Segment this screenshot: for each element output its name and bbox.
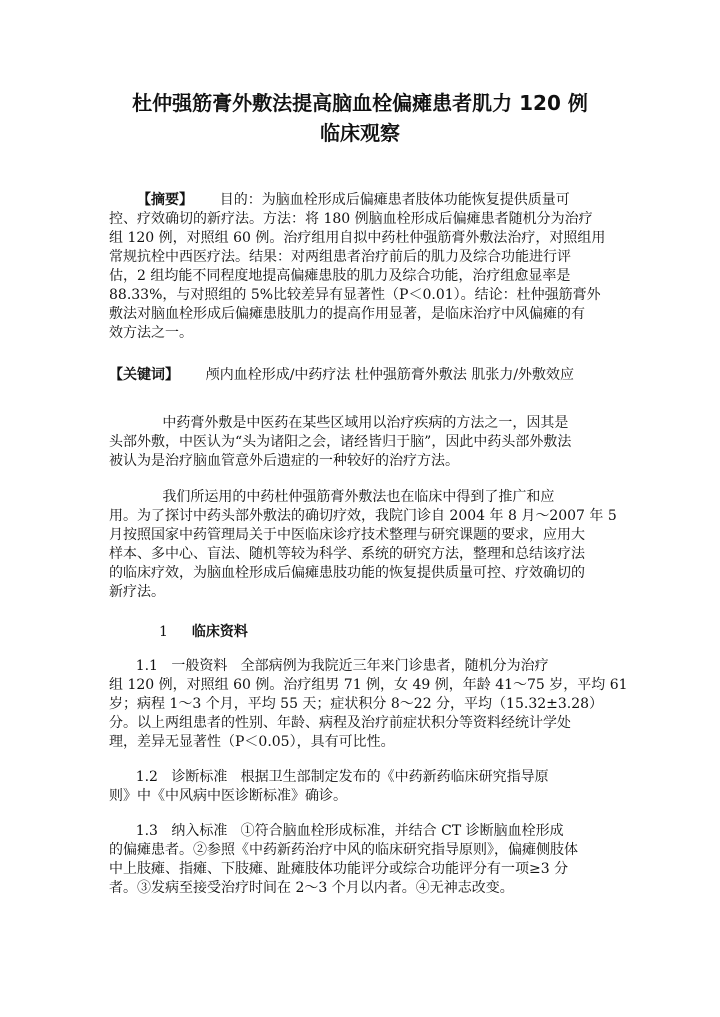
text-line: 组 120 例，对照组 60 例。治疗组男 71 例，女 49 例，年龄 41～75 岁，平均 61 xyxy=(109,677,628,693)
text-line: 中上肢瘫、指瘫、下肢瘫、趾瘫肢体功能评分或综合功能评分有一项≥3 分 xyxy=(109,861,569,877)
text-line: 被认为是治疗脑血管意外后遗症的一种较好的治疗方法。 xyxy=(109,453,459,469)
keywords-text: 颅内血栓形成/中药疗法 杜仲强筋膏外敷法 肌张力/外敷效应 xyxy=(179,367,575,383)
section-1-1 xyxy=(109,657,628,752)
intro-paragraph-1 xyxy=(109,414,619,471)
text-line: 理，差异无显著性（P＜0.05），具有可比性。 xyxy=(109,734,395,750)
abstract-line: 目的：为脑血栓形成后偏瘫患者肢体功能恢复提供质量可 xyxy=(193,192,570,208)
text-line: 1.2 诊断标准 根据卫生部制定发布的《中药新药临床研究指导原 xyxy=(109,769,549,785)
text-line: 用。为了探讨中药头部外敷法的确切疗效，我院门诊自 2004 年 8 月～2007 年 5 xyxy=(109,508,617,524)
text-line: 样本、多中心、盲法、随机等较为科学、系统的研究方法，整理和总结该疗法 xyxy=(109,546,585,562)
text-line: 则》中《中风病中医诊断标准》确诊。 xyxy=(109,788,347,804)
section-1-2 xyxy=(109,768,619,806)
abstract-line: 88.33%，与对照组的 5%比较差异有显著性（P＜0.01）。结论：杜仲强筋膏外 xyxy=(109,287,601,303)
abstract-line: 控、疗效确切的新疗法。方法：将 180 例脑血栓形成后偏瘫患者随机分为治疗 xyxy=(109,211,593,227)
section-number: 1 xyxy=(159,624,168,640)
document-title xyxy=(100,88,620,148)
abstract-line: 组 120 例，对照组 60 例。治疗组用自拟中药杜仲强筋膏外敷法治疗，对照组用 xyxy=(109,230,606,246)
text-line: 的临床疗效，为脑血栓形成后偏瘫患肢功能的恢复提供质量可控、疗效确切的 xyxy=(109,565,585,581)
abstract-label: 【摘要】 xyxy=(137,192,193,208)
section-1-3 xyxy=(109,822,619,898)
abstract-line: 常规抗栓中西医疗法。结果：对两组患者治疗前后的肌力及综合功能进行评 xyxy=(109,249,571,265)
abstract-line: 估，2 组均能不同程度地提高偏瘫患肢的肌力及综合功能，治疗组愈显率是 xyxy=(109,268,571,284)
abstract xyxy=(109,191,619,343)
text-line: 头部外敷，中医认为“头为诸阳之会，诸经皆归于脑”，因此中药头部外敷法 xyxy=(109,434,572,450)
text-line: 1.1 一般资料 全部病例为我院近三年来门诊患者，随机分为治疗 xyxy=(109,658,549,674)
abstract-line: 敷法对脑血栓形成后偏瘫患肢肌力的提高作用显著，是临床治疗中风偏瘫的有 xyxy=(109,306,585,322)
keywords xyxy=(109,366,619,385)
text-line: 岁；病程 1～3 个月，平均 55 天；症状积分 8～22 分，平均（15.32±3.28） xyxy=(109,696,604,712)
text-line: 分。以上两组患者的性别、年龄、病程及治疗前症状积分等资料经统计学处 xyxy=(109,715,571,731)
abstract-line: 效方法之一。 xyxy=(109,325,193,341)
intro-paragraph-2 xyxy=(109,488,619,602)
text-line: 中药膏外敷是中医药在某些区域用以治疗疾病的方法之一，因其是 xyxy=(109,415,569,431)
text-line: 的偏瘫患者。②参照《中药新药治疗中风的临床研究指导原则》，偏瘫侧肢体 xyxy=(109,842,578,858)
text-line: 者。③发病至接受治疗时间在 2～3 个月以内者。④无神志改变。 xyxy=(109,880,514,896)
section-heading xyxy=(109,623,619,642)
title-line: 杜仲强筋膏外敷法提高脑血栓偏瘫患者肌力 120 例 xyxy=(132,91,588,115)
text-line: 新疗法。 xyxy=(109,584,165,600)
section-title: 临床资料 xyxy=(191,624,248,640)
text-line: 我们所运用的中药杜仲强筋膏外敷法也在临床中得到了推广和应 xyxy=(109,489,555,505)
title-line: 临床观察 xyxy=(320,121,400,145)
keywords-label: 【关键词】 xyxy=(109,367,179,383)
text-line: 月按照国家中药管理局关于中医临床诊疗技术整理与研究课题的要求，应用大 xyxy=(109,527,585,543)
text-line: 1.3 纳入标准 ①符合脑血栓形成标准，并结合 CT 诊断脑血栓形成 xyxy=(109,823,564,839)
